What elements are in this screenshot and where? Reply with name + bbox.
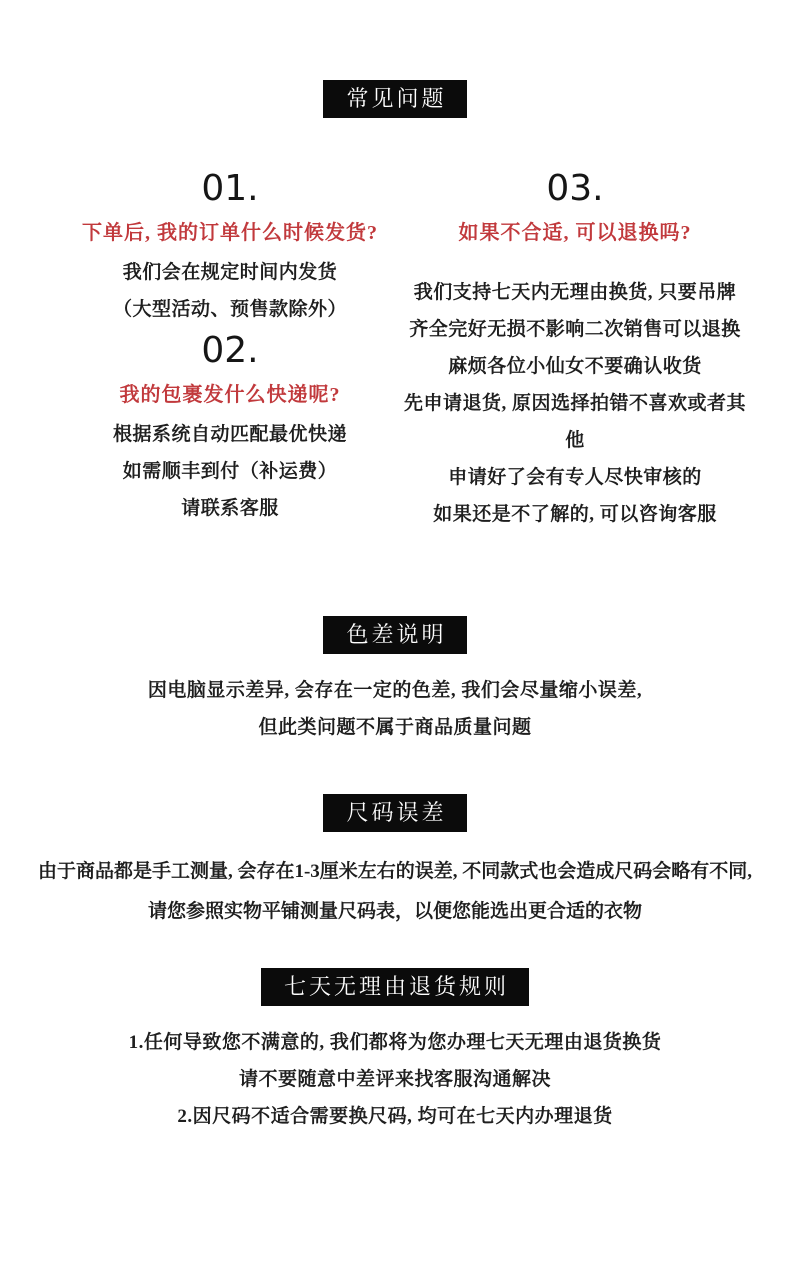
faq-answer-line: 先申请退货, 原因选择拍错不喜欢或者其他 xyxy=(403,393,746,451)
faq-item-03 xyxy=(400,170,750,533)
faq-answer-line: 根据系统自动匹配最优快递 xyxy=(112,424,347,445)
faq-item-question: 下单后, 我的订单什么时候发货? xyxy=(82,222,378,244)
section-title-badge: 七天无理由退货规则 xyxy=(261,968,529,1006)
faq-column-left xyxy=(0,170,400,533)
section-line: 由于商品都是手工测量, 会存在1-3厘米左右的误差, 不同款式也会造成尺码会略有不同, xyxy=(37,861,753,882)
faq-item-02 xyxy=(60,332,400,527)
faq-answer-line: 如需顺丰到付（补运费） xyxy=(122,461,338,482)
section-line: 因电脑显示差异, 会存在一定的色差, 我们会尽量缩小误差, xyxy=(147,680,643,701)
section-title-badge: 色差说明 xyxy=(323,616,466,654)
section-title-badge: 尺码误差 xyxy=(323,794,466,832)
faq-item-number: 01. xyxy=(201,168,259,209)
section-line: 请不要随意中差评来找客服沟通解决 xyxy=(238,1069,551,1090)
section-return-policy xyxy=(0,968,790,1135)
faq-header xyxy=(0,0,790,118)
faq-item-answers xyxy=(60,416,400,527)
faq-answer-line: 我们会在规定时间内发货 xyxy=(122,262,338,283)
faq-answer-line: 如果还是不了解的, 可以咨询客服 xyxy=(433,504,717,525)
section-line: 请您参照实物平铺测量尺码表，以便您能选出更合适的衣物 xyxy=(147,901,642,922)
faq-title-badge: 常见问题 xyxy=(323,80,466,118)
section-line: 2.因尺码不适合需要换尺码, 均可在七天内办理退货 xyxy=(177,1106,613,1127)
faq-item-number: 03. xyxy=(546,168,604,209)
faq-answer-line: （大型活动、预售款除外） xyxy=(112,299,347,320)
faq-answer-line: 请联系客服 xyxy=(181,498,279,519)
faq-item-01 xyxy=(60,170,400,328)
section-badge-row xyxy=(0,794,790,832)
section-badge-row xyxy=(0,968,790,1006)
section-badge-row xyxy=(0,616,790,654)
faq-item-number: 02. xyxy=(201,330,259,371)
section-line: 1.任何导致您不满意的, 我们都将为您办理七天无理由退货换货 xyxy=(128,1032,662,1053)
faq-answer-line: 麻烦各位小仙女不要确认收货 xyxy=(448,356,702,377)
section-size-tolerance xyxy=(0,794,790,932)
section-line: 但此类问题不属于商品质量问题 xyxy=(258,717,532,738)
section-lines xyxy=(0,1024,790,1135)
faq-answer-line: 我们支持七天内无理由换货, 只要吊牌 xyxy=(413,282,737,303)
faq-item-question: 我的包裹发什么快递呢? xyxy=(119,384,341,406)
faq-column-right xyxy=(400,170,790,533)
faq-item-answers xyxy=(400,274,750,533)
section-color-difference xyxy=(0,616,790,746)
section-lines xyxy=(0,672,790,746)
section-lines xyxy=(0,852,790,932)
faq-answer-line: 申请好了会有专人尽快审核的 xyxy=(448,467,702,488)
faq-columns xyxy=(0,170,790,533)
faq-answer-line: 齐全完好无损不影响二次销售可以退换 xyxy=(409,319,741,340)
faq-item-answers xyxy=(60,254,400,328)
faq-item-question: 如果不合适, 可以退换吗? xyxy=(458,222,692,244)
